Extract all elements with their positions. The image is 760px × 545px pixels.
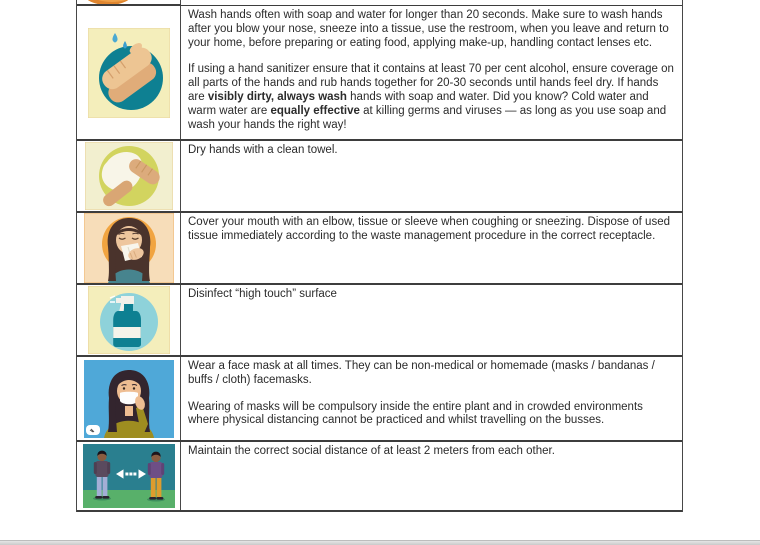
disinfectant-spray-icon [88,286,170,354]
social-distance-text: Maintain the correct social distance of at least 2 meters from each other. [188,445,555,457]
table-row-face-mask [77,357,682,442]
icon-cell [77,213,181,283]
cropped-icon-sliver [84,0,132,4]
social-distance-icon [83,444,175,508]
cover-mouth-text: Cover your mouth with an elbow, tissue or sleeve when coughing or sneezing. Dispose of used tissue immediately according to the waste management procedure in the correct receptacle. [188,216,670,242]
hand-washing-icon [88,28,170,118]
icon-cell [77,442,181,510]
disinfect-text: Disinfect “high touch” surface [188,288,337,300]
sneeze-into-tissue-icon [84,213,174,283]
instruction-text [181,141,682,211]
table-row-social-distance [77,442,682,512]
page-bottom-edge [0,540,760,545]
instruction-text [181,442,682,510]
icon-cell [77,6,181,139]
table-row-dry-hands [77,141,682,213]
face-mask-paragraph-1: Wear a face mask at all times. They can be non-medical or homemade (masks / bandanas / buffs / cloth) facemasks. [188,360,655,386]
instruction-text [181,285,682,355]
dry-hands-towel-icon [85,142,173,210]
face-mask-icon [84,360,174,438]
wash-hands-paragraph-1: Wash hands often with soap and water for longer than 20 seconds. Make sure to wash hands after you blow your nose, sneeze into a tissue, use the restroom, when you leave and return to your home, before preparing or eating food, applying make-up, handling contact lenses etc. [188,9,669,49]
instruction-text [181,357,682,440]
dry-hands-text: Dry hands with a clean towel. [188,144,338,156]
instruction-text [181,0,682,5]
table-row-disinfect [77,285,682,357]
safety-measures-table [76,0,683,512]
icon-cell [77,357,181,440]
icon-cell [77,285,181,355]
instruction-text [181,6,682,139]
face-mask-paragraph-2: Wearing of masks will be compulsory inside the entire plant and in crowded environments where physical distancing cannot be practiced and whilst travelling on the busses. [188,400,643,427]
instruction-text [181,213,682,283]
table-row-cover-mouth [77,213,682,285]
icon-cell [77,141,181,211]
icon-cell [77,0,181,4]
table-row-wash-hands [77,6,682,141]
wash-hands-paragraph-2: If using a hand sanitizer ensure that it contains at least 70 per cent alcohol, ensure coverage on all parts of the hands and rub hands together for 20-30 seconds until hands feel dry. If hands are visibly dirty, always wash hands with soap and water. Did you know? Cold water and warm water are equally effective at killing germs and viruses — as long as you use soap and wash your hands the right way! [188,63,674,131]
